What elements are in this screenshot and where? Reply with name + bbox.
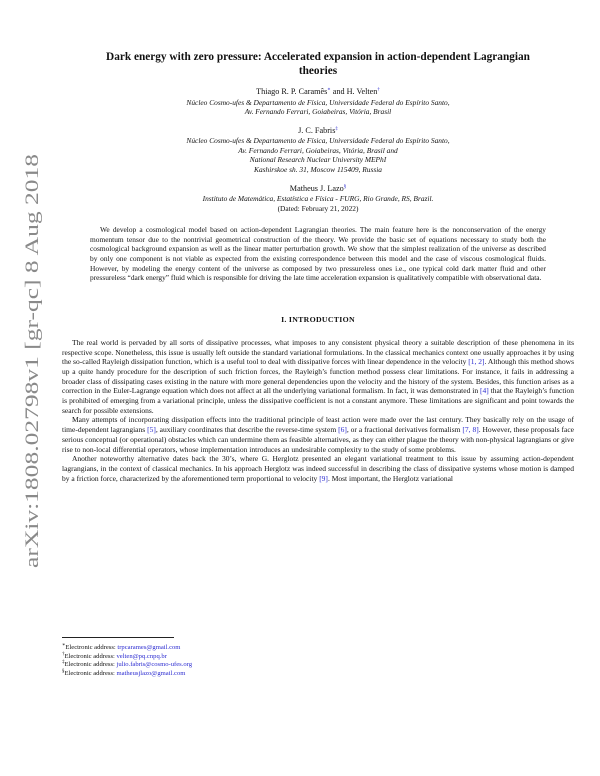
paragraph	[62, 454, 574, 483]
paragraph-text: The real world is pervaded by all sorts of dissipative processes, what imposes to any consistent physical theory a suitable description of these phenomena in its respective scope. Nonetheless, this issue is usually left outside the standard variational formulations. In the classical mechanics context one usually approaches it by using the so-called Rayleigh dissipation function, which is a useful tool to deal with dissipative forces with linear dependence in the velocity	[62, 337, 574, 367]
author-line-3	[62, 184, 574, 195]
section-heading: I. INTRODUCTION	[281, 314, 355, 324]
affiliation-1	[62, 98, 574, 117]
author-name: H. Velten	[346, 87, 378, 96]
email-link[interactable]: trpcarames@gmail.com	[117, 644, 181, 651]
author-line-1	[62, 87, 574, 98]
affiliation-3	[62, 194, 574, 204]
paragraph-text: . Most important, the Herglotz variational	[327, 473, 453, 483]
footnote-mark: §	[62, 668, 65, 674]
citation-link[interactable]: [6]	[338, 425, 347, 435]
footnote-mark: ∗	[62, 642, 66, 648]
footnote-mark[interactable]: ∗	[327, 87, 331, 93]
footnote-label: Electronic address:	[64, 661, 117, 669]
paragraph	[62, 415, 574, 454]
paragraph-text: Many attempts of incorporating dissipation effects into the traditional principle of least action were made over the last century. They basically rely on the usage of time-dependent lagrangians	[62, 415, 574, 435]
author-line-2	[62, 126, 574, 137]
footnote	[62, 644, 574, 653]
footnote-label: Electronic address:	[65, 644, 118, 651]
footnote-mark: ‡	[62, 660, 65, 665]
footnote	[62, 670, 574, 679]
arxiv-identifier-stamp	[6, 150, 54, 570]
paragraph	[62, 338, 574, 416]
footnote-label: Electronic address:	[64, 669, 117, 677]
citation-link[interactable]: [7, 8]	[462, 425, 479, 435]
affiliation-line: National Research Nuclear University MEPhI	[249, 155, 387, 165]
paragraph-text: Another noteworthy alternative dates back the 30’s, where G. Herglotz presented an elegant variational treatment to this issue by assuming action-dependent lagrangians, in the context of classical mechanics. In his approach Herglotz was indeed successful in describing the class of dissipative systems whose motion is damped by a friction force, characterized by the aforementioned term proportional to velocity	[62, 454, 574, 483]
paragraph-text: , auxiliary coordinates that describe the reverse-time system	[155, 425, 339, 435]
footnote-mark[interactable]: †	[377, 87, 380, 93]
paragraph-text: . However, these proposals face serious conceptual (or operational) obstacles which can undermine them as feasible alternatives, as they can either plague the theory with non-physical lagrangians or give rise to non-local differential operators, whose implementation introduces an undesirable complexity to the study of some problems.	[62, 425, 575, 454]
footnote-mark: †	[62, 651, 65, 657]
paragraph-text: that the Rayleigh’s function is prohibited of emerging from a variational principle, unless the dissipative coefficient is not a constant anymore. These limitations are significant and point towards the search for possible extensions.	[62, 386, 575, 415]
footnote-mark[interactable]: ‡	[335, 125, 338, 131]
paragraph-text: , or a fractional derivatives formalism	[346, 425, 463, 435]
footnote-list	[62, 644, 574, 678]
email-link[interactable]: matheusjlazo@gmail.com	[116, 669, 186, 677]
affiliation-line: Av. Fernando Ferrari, Goiabeiras, Vitória, Brasil	[244, 107, 392, 117]
affiliation-line: Núcleo Cosmo-ufes & Departamento de Física, Universidade Federal do Espírito Santo,	[186, 97, 450, 107]
paper-page	[62, 40, 574, 483]
author-separator: and	[330, 87, 347, 96]
abstract-text: We develop a cosmological model based on action-dependent Lagrangian theories. The main feature here is the nonconservation of the energy momentum tensor due to the nontrivial geometrical construction of the theory. We provide the basic set of equations necessary to study both the cosmological background expansion as well as the linear matter perturbation growth. We show that the simplest realization of the universe as described by only one component is not viable as expected from the existing correspondence between this model and the case of viscous cosmological fluids. However, by modeling the energy content of the universe as composed by two pressureless ones i.e., one typical cold dark matter fluid and other pressureless “dark energy” fluid which is responsible for driving the late time acceleration expansion is qualitatively compatible with observational data.	[90, 225, 546, 283]
affiliation-line: Av. Fernando Ferrari, Goiabeiras, Vitória, Brasil and	[238, 145, 398, 155]
affiliation-2	[62, 136, 574, 174]
footnote	[62, 661, 574, 670]
citation-link[interactable]: [4]	[480, 386, 489, 396]
author-name: J. C. Fabris	[298, 125, 336, 135]
body-text	[62, 338, 574, 484]
affiliation-line: Instituto de Matemática, Estatística e Física - FURG, Rio Grande, RS, Brazil.	[202, 194, 434, 204]
footnotes	[62, 637, 574, 678]
author-name: Matheus J. Lazo	[289, 183, 344, 193]
paper-title: Dark energy with zero pressure: Accelerated expansion in action-dependent Lagrangian theories	[106, 51, 530, 77]
footnote-label: Electronic address:	[64, 652, 117, 660]
affiliation-line: Núcleo Cosmo-ufes & Departamento de Física, Universidade Federal do Espírito Santo,	[186, 136, 450, 146]
arxiv-id-text: arXiv:1808.02798v1 [gr-qc] 8 Aug 2018	[22, 259, 43, 568]
paragraph-text: . Although this method shows up a quite handy procedure for the description of such friction forces, the Rayleigh’s function method possess clear limitations. For instance, it fails in addressing a broader class of dissipating cases existing in the nature with more general dependencies upon the velocity and the history of the system. Besides, this function arises as a correction in the Euler-Lagrange equation which does not affect at all the underlying variational formalism. In fact, it was demonstrated in	[62, 357, 574, 396]
citation-link[interactable]: [5]	[147, 425, 156, 435]
footnote-rule	[62, 637, 174, 638]
citation-link[interactable]: [1, 2]	[468, 357, 485, 367]
email-link[interactable]: julio.fabris@cosmo-ufes.org	[116, 661, 193, 669]
abstract	[90, 225, 546, 283]
footnote-mark[interactable]: §	[343, 183, 347, 189]
citation-link[interactable]: [9]	[319, 473, 328, 483]
email-link[interactable]: velten@pq.cnpq.br	[116, 652, 167, 660]
footnote	[62, 653, 574, 662]
dated-line: (Dated: February 21, 2022)	[277, 203, 359, 213]
affiliation-line: Kashirskoe sh. 31, Moscow 115409, Russia	[254, 164, 382, 174]
author-name: Thiago R. P. Caramês	[256, 87, 328, 96]
